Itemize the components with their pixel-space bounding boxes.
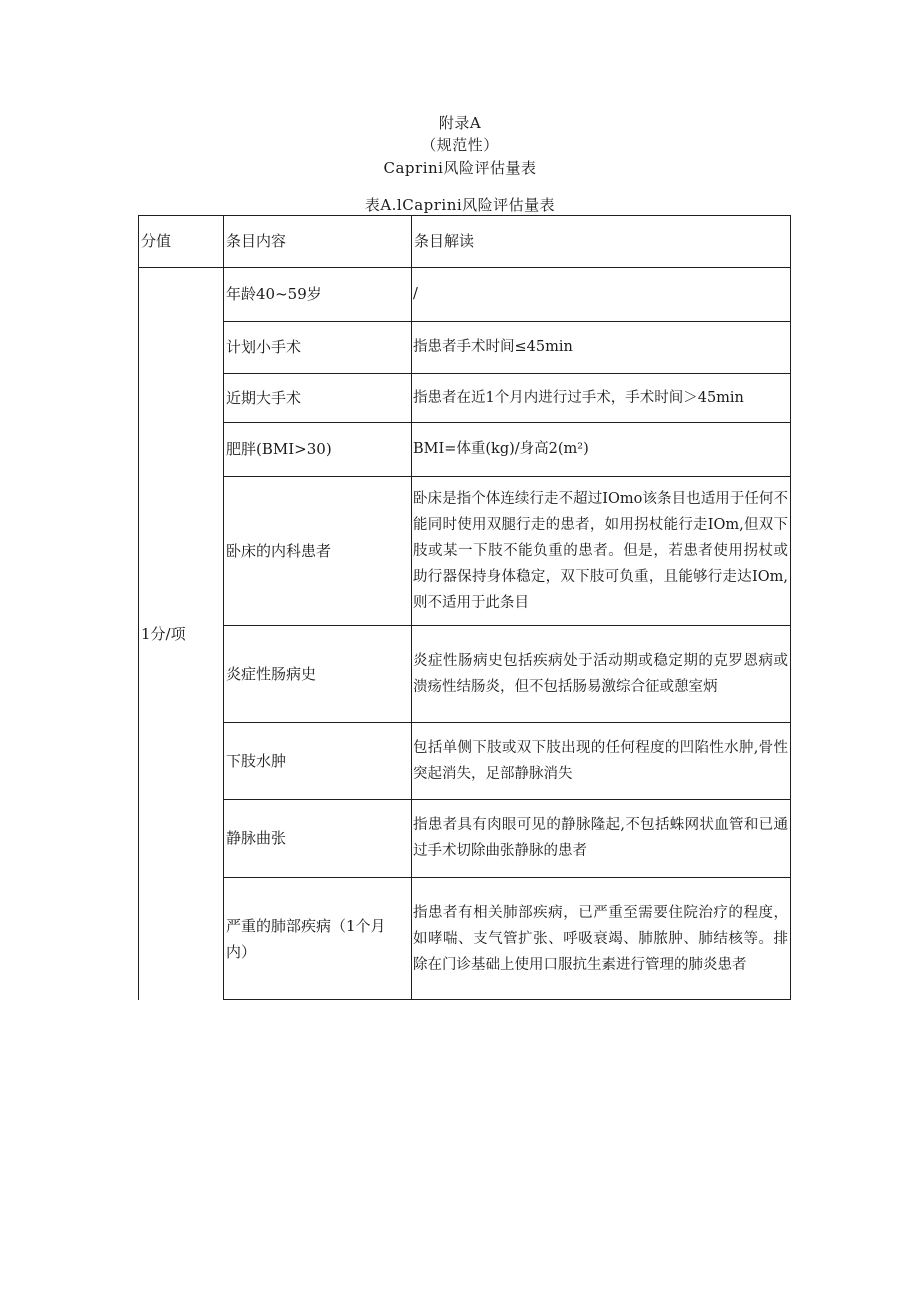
- table-rule: [223, 373, 791, 374]
- row-item: 近期大手术: [226, 388, 302, 407]
- form-title: Caprini风险评估量表: [383, 159, 537, 177]
- row-interpretation: 指患者在近1个月内进行过手术，手术时间＞45min: [413, 389, 744, 406]
- row-item: 炎症性肠病史: [226, 664, 317, 683]
- appendix-title: 附录A: [438, 114, 482, 132]
- caprini-table: [138, 215, 791, 1000]
- row-item: 下肢水肿: [226, 751, 287, 770]
- group-score-cell: 1分/项: [141, 624, 186, 643]
- table-rule: [223, 476, 791, 477]
- row-item: 计划小手术: [226, 338, 302, 356]
- row-item: 卧床的内科患者: [226, 541, 332, 560]
- row-interpretation: /: [413, 286, 418, 302]
- row-item: 严重的肺部疾病（1个月内）: [226, 916, 386, 961]
- table-rule: [790, 215, 791, 1000]
- row-interpretation: 指患者具有肉眼可见的静脉隆起,不包括蛛网状血管和已通过手术切除曲张静脉的患者: [413, 817, 788, 859]
- table-rule: [138, 215, 791, 216]
- appendix-type: （规范性）: [421, 136, 499, 154]
- header-item: 条目内容: [226, 232, 287, 250]
- header-interpretation: 条目解读: [414, 232, 475, 250]
- table-rule: [138, 215, 139, 1000]
- row-interpretation: 指患者有相关肺部疾病，已严重至需要住院治疗的程度，如哮喘、支气管扩张、呼吸衰竭、肺脓肿、肺结核等。排除在门诊基础上使用口服抗生素进行管理的肺炎患者: [413, 904, 788, 973]
- table-rule: [223, 999, 791, 1000]
- table-rule: [223, 722, 791, 723]
- row-interpretation: 卧床是指个体连续行走不超过IOmo该条目也适用于任何不能同时使用双腿行走的患者，如用拐杖能行走IOm,但双下肢或某一下肢不能负重的患者。但是，若患者使用拐杖或助行器保持身体稳定，双下肢可负重，且能够行走达IOm,则不适用于此条目: [413, 490, 788, 611]
- row-item: 年龄40~59岁: [226, 285, 322, 303]
- table-rule: [138, 267, 791, 268]
- table-rule: [223, 215, 224, 1000]
- table-rule: [223, 422, 791, 423]
- row-interpretation: 指患者手术时间≤45min: [413, 339, 573, 355]
- row-interpretation: 包括单侧下肢或双下肢出现的任何程度的凹陷性水肿,骨性突起消失，足部静脉消失: [413, 739, 788, 782]
- table-rule: [223, 877, 791, 878]
- row-item: 静脉曲张: [226, 829, 287, 847]
- row-interpretation: BMI=体重(kg)/身高2(m²): [413, 441, 589, 457]
- table-rule: [223, 625, 791, 626]
- header-score: 分值: [141, 232, 172, 250]
- table-rule: [223, 799, 791, 800]
- row-interpretation: 炎症性肠病史包括疾病处于活动期或稳定期的克罗恩病或溃疡性结肠炎，但不包括肠易激综合征或憩室炳: [413, 652, 788, 695]
- table-rule: [223, 321, 791, 322]
- row-item: 肥胖(BMI>30): [226, 440, 332, 458]
- table-caption: 表A.lCaprini风险评估量表: [364, 196, 556, 214]
- table-rule: [411, 215, 412, 1000]
